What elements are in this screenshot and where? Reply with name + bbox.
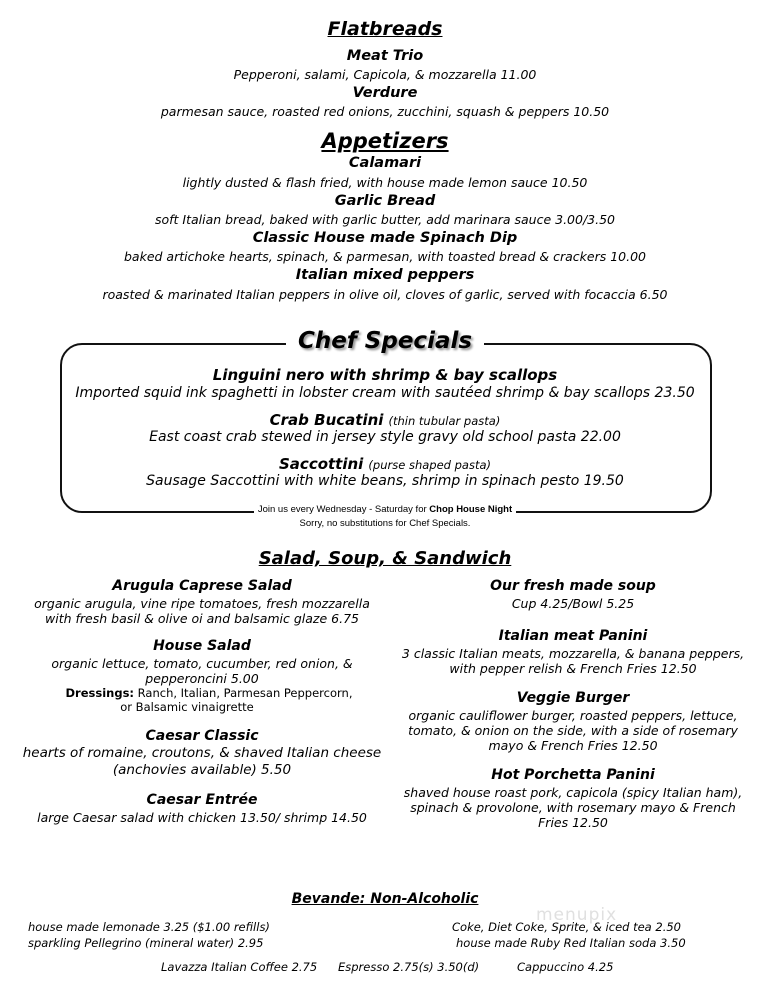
- item-name: Hot Porchetta Panini: [491, 767, 655, 783]
- menupix-watermark: menupix: [536, 905, 618, 925]
- item-desc: roasted & marinated Italian peppers in olive oil, cloves of garlic, served with focaccia 6.50: [102, 287, 668, 302]
- item-name: Arugula Caprese Salad: [112, 578, 292, 594]
- item-desc: Cup 4.25/Bowl 5.25: [511, 596, 635, 611]
- beverage-item: sparkling Pellegrino (mineral water) 2.95: [28, 936, 264, 950]
- chop-house-notice: [0, 504, 770, 515]
- item-desc: Pepperoni, salami, Capicola, & mozzarella 11.00: [233, 67, 537, 82]
- appetizers-heading: Appetizers: [321, 129, 449, 153]
- notice-bold: Chop House Night: [429, 504, 513, 515]
- item-name: Caesar Classic: [145, 728, 259, 744]
- salad-heading: Salad, Soup, & Sandwich: [258, 548, 512, 569]
- dressings-line-2: or Balsamic vinaigrette: [120, 700, 254, 714]
- flatbreads-heading: Flatbreads: [327, 18, 443, 40]
- item-name: Classic House made Spinach Dip: [252, 230, 518, 246]
- item-desc: East coast crab stewed in jersey style gravy old school pasta 22.00: [149, 429, 621, 445]
- item-desc: 3 classic Italian meats, mozzarella, & banana peppers, with pepper relish & French Fries 12.50: [401, 646, 745, 676]
- item-name: House Salad: [153, 638, 251, 654]
- coffee-item: Lavazza Italian Coffee 2.75: [161, 960, 318, 974]
- item-name: Veggie Burger: [516, 690, 630, 706]
- item-name: Linguini nero with shrimp & bay scallops: [212, 366, 558, 384]
- dressings-label: Dressings:: [65, 686, 135, 700]
- item-note: (thin tubular pasta): [388, 414, 501, 428]
- salad-right-column: [398, 578, 748, 830]
- notice-text: Join us every Wednesday - Saturday for: [257, 504, 427, 515]
- dressings-text: Ranch, Italian, Parmesan Peppercorn,: [137, 686, 353, 700]
- item-desc: parmesan sauce, roasted red onions, zucchini, squash & peppers 10.50: [160, 104, 610, 119]
- item-desc: shaved house roast pork, capicola (spicy Italian ham), spinach & provolone, with rosemary mayo & French Fries 12.50: [403, 785, 743, 830]
- item-desc: organic cauliflower burger, roasted peppers, lettuce, tomato, & onion on the side, with a side of rosemary mayo & French Fries 12.50: [408, 708, 738, 753]
- beverage-item: Coke, Diet Coke, Sprite, & iced tea 2.50: [452, 920, 681, 934]
- item-name: Meat Trio: [346, 48, 424, 64]
- salad-left-column: [22, 578, 382, 825]
- item-name: Our fresh made soup: [490, 578, 656, 594]
- chef-specials-heading: Chef Specials: [286, 328, 484, 354]
- item-desc: hearts of romaine, croutons, & shaved Italian cheese (anchovies available) 5.50: [22, 745, 382, 778]
- item-desc: baked artichoke hearts, spinach, & parmesan, with toasted bread & crackers 10.00: [124, 249, 646, 264]
- item-desc: Imported squid ink spaghetti in lobster cream with sautéed shrimp & bay scallops 23.50: [75, 385, 695, 401]
- dressings-line: [22, 686, 382, 700]
- item-name-row: [0, 454, 770, 473]
- item-name: Crab Bucatini: [269, 411, 384, 429]
- substitution-notice: Sorry, no substitutions for Chef Specials.: [299, 518, 471, 529]
- item-name-row: [0, 410, 770, 429]
- bevande-heading: Bevande: Non-Alcoholic: [291, 891, 479, 907]
- item-name: Italian meat Panini: [498, 628, 648, 644]
- beverage-item: house made Ruby Red Italian soda 3.50: [456, 936, 686, 950]
- item-name: Saccottini: [279, 455, 364, 473]
- item-name: Italian mixed peppers: [295, 267, 475, 283]
- item-note: (purse shaped pasta): [368, 458, 491, 472]
- item-desc: soft Italian bread, baked with garlic butter, add marinara sauce 3.00/3.50: [154, 212, 616, 227]
- coffee-item: Cappuccino 4.25: [517, 960, 614, 974]
- item-name: Caesar Entrée: [146, 792, 258, 808]
- item-desc: Sausage Saccottini with white beans, shrimp in spinach pesto 19.50: [146, 473, 624, 489]
- item-desc: organic lettuce, tomato, cucumber, red onion, & pepperoncini 5.00: [51, 656, 353, 686]
- item-desc: large Caesar salad with chicken 13.50/ shrimp 14.50: [37, 810, 367, 825]
- item-name: Garlic Bread: [334, 193, 436, 209]
- item-name: Calamari: [348, 155, 422, 171]
- item-name: Verdure: [352, 85, 418, 101]
- coffee-item: Espresso 2.75(s) 3.50(d): [338, 960, 480, 974]
- item-desc: organic arugula, vine ripe tomatoes, fresh mozzarella with fresh basil & olive oi and balsamic glaze 6.75: [34, 596, 370, 626]
- beverage-item: house made lemonade 3.25 ($1.00 refills): [28, 920, 270, 934]
- item-desc: lightly dusted & flash fried, with house made lemon sauce 10.50: [182, 175, 588, 190]
